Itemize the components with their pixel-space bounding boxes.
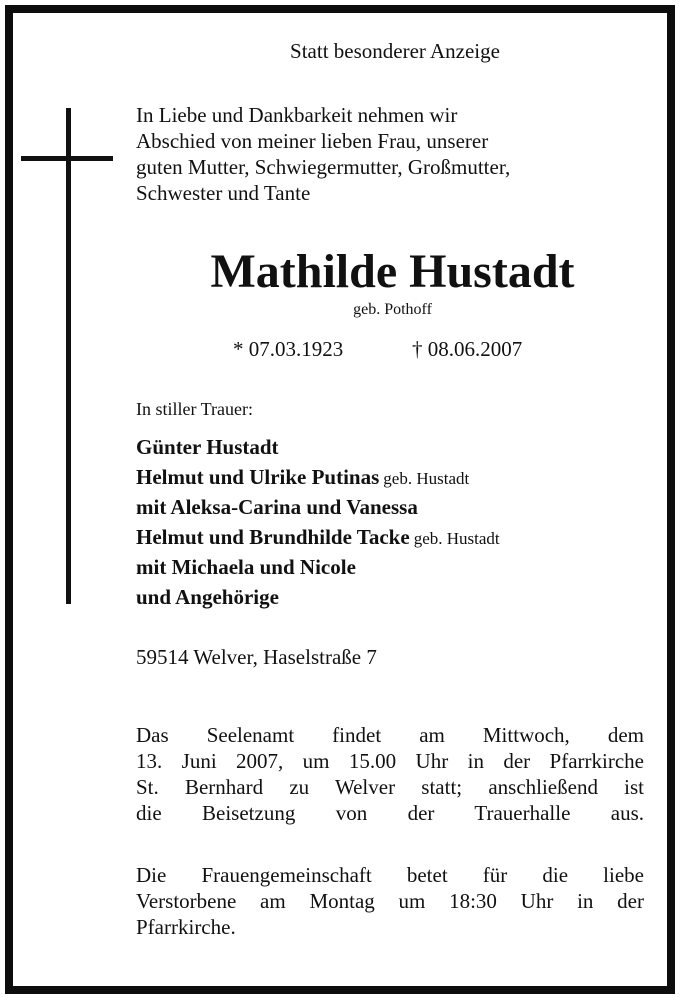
service-line: die Beisetzung von der Trauerhalle aus.: [136, 801, 644, 825]
mourning-label: In stiller Trauer:: [136, 399, 253, 419]
prayer-line: Pfarrkirche.: [136, 915, 236, 939]
intro-line: In Liebe und Dankbarkeit nehmen wir: [136, 103, 458, 127]
family-member-name: mit Michaela und Nicole: [136, 555, 356, 579]
family-member-name: und Angehörige: [136, 585, 279, 609]
prayer-paragraph: [136, 862, 644, 940]
intro-line: guten Mutter, Schwiegermutter, Großmutter,: [136, 155, 511, 179]
maiden-name: geb. Pothoff: [353, 301, 432, 318]
cross-icon: [66, 108, 71, 604]
family-member-name: mit Aleksa-Carina und Vanessa: [136, 495, 418, 519]
notice-header: Statt besonderer Anzeige: [290, 39, 500, 63]
family-member-suffix: geb. Hustadt: [383, 469, 470, 488]
service-paragraph: [136, 722, 644, 826]
family-member: [136, 524, 500, 552]
family-member: [136, 584, 279, 610]
family-member: [136, 434, 279, 460]
cross-icon-bar: [21, 156, 113, 161]
family-member: [136, 554, 356, 580]
birth-date: * 07.03.1923: [233, 337, 344, 361]
address: 59514 Welver, Haselstraße 7: [136, 645, 377, 669]
prayer-line: Die Frauengemeinschaft betet für die liebe: [136, 863, 644, 887]
service-line: Das Seelenamt findet am Mittwoch, dem: [136, 723, 644, 747]
service-line: St. Bernhard zu Welver statt; anschließend ist: [136, 775, 644, 799]
family-member-name: Helmut und Ulrike Putinas: [136, 465, 380, 489]
intro-line: Abschied von meiner lieben Frau, unserer: [136, 129, 489, 153]
deceased-name: Mathilde Hustadt: [210, 245, 575, 298]
prayer-line: Verstorbene am Montag um 18:30 Uhr in der: [136, 889, 644, 913]
family-member-suffix: geb. Hustadt: [413, 529, 500, 548]
family-member-name: Günter Hustadt: [136, 435, 279, 459]
family-member-name: Helmut und Brundhilde Tacke: [136, 525, 410, 549]
family-member: [136, 464, 469, 492]
intro-line: Schwester und Tante: [136, 181, 311, 205]
death-date: † 08.06.2007: [412, 337, 523, 361]
service-line: 13. Juni 2007, um 15.00 Uhr in der Pfarrkirche: [136, 749, 644, 773]
family-member: [136, 494, 418, 520]
